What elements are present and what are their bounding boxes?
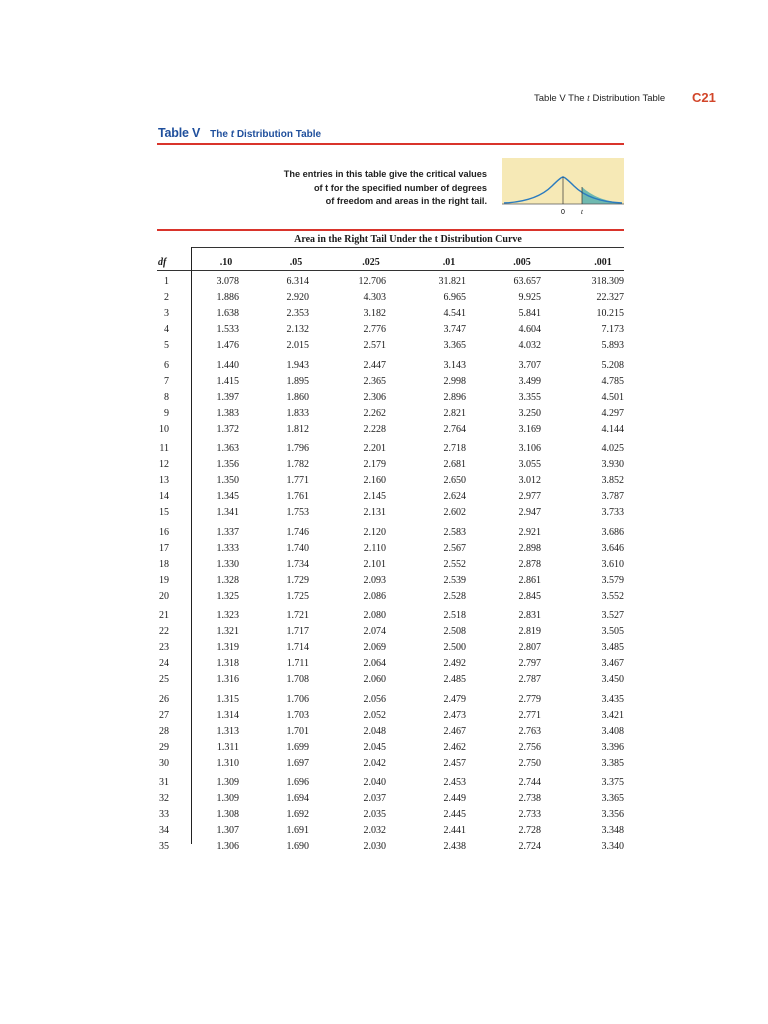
df-cell: 23	[159, 642, 169, 654]
value-cell: 1.701	[286, 725, 309, 737]
value-cell: 1.533	[216, 324, 239, 336]
value-cell: 2.807	[518, 642, 541, 654]
value-cell: 2.733	[518, 809, 541, 821]
value-cell: 3.485	[601, 642, 624, 654]
value-cell: 2.037	[363, 793, 386, 805]
value-cell: 2.650	[443, 475, 466, 487]
value-cell: 3.078	[216, 276, 239, 287]
value-cell: 1.310	[216, 757, 239, 769]
page-number: C21	[692, 90, 716, 105]
value-cell: 2.201	[363, 443, 386, 454]
value-cell: 2.750	[518, 757, 541, 769]
value-cell: 1.886	[216, 292, 239, 304]
value-cell: 3.012	[518, 475, 541, 487]
value-cell: 3.396	[601, 741, 624, 753]
table-label: Table V	[158, 126, 201, 140]
value-cell: 1.692	[286, 809, 309, 821]
df-cell: 35	[159, 841, 169, 853]
value-cell: 2.101	[363, 558, 386, 570]
value-cell: 2.485	[443, 674, 466, 686]
value-cell: 3.348	[601, 825, 624, 837]
value-cell: 1.706	[286, 693, 309, 705]
df-cell: 2	[164, 292, 169, 304]
value-cell: 1.711	[286, 658, 309, 670]
value-cell: 3.408	[601, 725, 624, 737]
value-cell: 2.160	[363, 475, 386, 487]
value-cell: 2.764	[443, 423, 466, 435]
value-cell: 6.965	[443, 292, 466, 304]
df-cell: 9	[164, 407, 169, 419]
value-cell: 2.040	[363, 777, 386, 788]
value-cell: 3.707	[518, 359, 541, 371]
value-cell: 1.746	[286, 526, 309, 538]
value-cell: 1.307	[216, 825, 239, 837]
value-cell: 1.314	[216, 709, 239, 721]
value-cell: 2.492	[443, 658, 466, 670]
value-cell: 2.896	[443, 391, 466, 403]
value-cell: 1.337	[216, 526, 239, 538]
value-cell: 3.055	[518, 459, 541, 471]
value-cell: 1.761	[286, 491, 309, 503]
value-cell: 3.505	[601, 626, 624, 638]
value-cell: 2.032	[363, 825, 386, 837]
value-cell: 2.132	[286, 324, 309, 336]
df-cell: 11	[159, 443, 169, 454]
value-cell: 2.567	[443, 542, 466, 554]
value-cell: 2.776	[363, 324, 386, 336]
df-cell: 28	[159, 725, 169, 737]
zero-label: 0	[561, 209, 565, 216]
value-cell: 2.457	[443, 757, 466, 769]
value-cell: 1.721	[286, 610, 309, 621]
value-cell: 2.479	[443, 693, 466, 705]
df-cell: 29	[159, 741, 169, 753]
value-cell: 2.861	[518, 574, 541, 586]
value-cell: 3.340	[601, 841, 624, 853]
value-cell: 2.552	[443, 558, 466, 570]
value-cell: 9.925	[518, 292, 541, 304]
value-cell: 2.093	[363, 574, 386, 586]
value-cell: 3.421	[601, 709, 624, 721]
value-cell: 3.527	[601, 610, 624, 621]
value-cell: 4.604	[518, 324, 541, 336]
value-cell: 3.450	[601, 674, 624, 686]
df-cell: 17	[159, 542, 169, 554]
value-cell: 2.724	[518, 841, 541, 853]
value-cell: 1.699	[286, 741, 309, 753]
value-cell: 2.779	[518, 693, 541, 705]
value-cell: 1.318	[216, 658, 239, 670]
value-cell: 1.696	[286, 777, 309, 788]
value-cell: 3.499	[518, 375, 541, 387]
value-cell: 5.208	[601, 359, 624, 371]
value-cell: 2.718	[443, 443, 466, 454]
value-cell: 1.943	[286, 359, 309, 371]
df-cell: 26	[159, 693, 169, 705]
area-header: .001	[594, 257, 612, 268]
value-cell: 3.852	[601, 475, 624, 487]
value-cell: 2.977	[518, 491, 541, 503]
value-cell: 3.733	[601, 507, 624, 519]
value-cell: 1.717	[286, 626, 309, 638]
value-cell: 1.308	[216, 809, 239, 821]
intro-line: of freedom and areas in the right tail.	[325, 196, 487, 207]
value-cell: 2.947	[518, 507, 541, 519]
table-name	[210, 129, 321, 140]
value-cell: 2.035	[363, 809, 386, 821]
df-cell: 10	[159, 423, 169, 435]
value-cell: 2.763	[518, 725, 541, 737]
value-cell: 5.893	[601, 340, 624, 352]
value-cell: 1.833	[286, 407, 309, 419]
value-cell: 2.030	[363, 841, 386, 853]
title-rule	[157, 143, 624, 145]
running-head	[534, 93, 665, 104]
value-cell: 1.476	[216, 340, 239, 352]
value-cell: 3.747	[443, 324, 466, 336]
value-cell: 2.539	[443, 574, 466, 586]
value-cell: 1.316	[216, 674, 239, 686]
value-cell: 2.353	[286, 308, 309, 320]
value-cell: 10.215	[596, 308, 624, 320]
value-cell: 2.921	[518, 526, 541, 538]
value-cell: 2.728	[518, 825, 541, 837]
df-cell: 19	[159, 574, 169, 586]
value-cell: 1.860	[286, 391, 309, 403]
value-cell: 2.602	[443, 507, 466, 519]
value-cell: 1.740	[286, 542, 309, 554]
value-cell: 3.686	[601, 526, 624, 538]
intro-line: of t for the specified number of degrees	[313, 182, 487, 193]
value-cell: 5.841	[518, 308, 541, 320]
value-cell: 3.467	[601, 658, 624, 670]
df-cell: 14	[159, 491, 169, 503]
value-cell: 7.173	[601, 324, 624, 336]
value-cell: 2.998	[443, 375, 466, 387]
t-label: t	[581, 208, 583, 216]
value-cell: 1.725	[286, 590, 309, 602]
value-cell: 2.365	[363, 375, 386, 387]
value-cell: 4.025	[601, 443, 624, 454]
value-cell: 2.500	[443, 642, 466, 654]
value-cell: 2.571	[363, 340, 386, 352]
value-cell: 2.453	[443, 777, 466, 788]
value-cell: 2.060	[363, 674, 386, 686]
intro-line: The entries in this table give the critical values	[283, 169, 487, 179]
value-cell: 31.821	[438, 276, 466, 287]
df-cell: 5	[164, 340, 169, 352]
value-cell: 1.703	[286, 709, 309, 721]
value-cell: 2.064	[363, 658, 386, 670]
value-cell: 1.328	[216, 574, 239, 586]
value-cell: 1.356	[216, 459, 239, 471]
value-cell: 2.052	[363, 709, 386, 721]
value-cell: 3.385	[601, 757, 624, 769]
value-cell: 3.579	[601, 574, 624, 586]
value-cell: 3.375	[601, 777, 624, 788]
value-cell: 2.056	[363, 693, 386, 705]
area-header: .10	[219, 257, 233, 268]
value-cell: 1.895	[286, 375, 309, 387]
value-cell: 4.541	[443, 308, 466, 320]
value-cell: 2.262	[363, 407, 386, 419]
df-cell: 4	[164, 324, 169, 336]
value-cell: 1.341	[216, 507, 239, 519]
value-cell: 1.321	[216, 626, 239, 638]
value-cell: 1.313	[216, 725, 239, 737]
value-cell: 2.447	[363, 359, 386, 371]
value-cell: 1.734	[286, 558, 309, 570]
value-cell: 2.048	[363, 725, 386, 737]
area-header: .05	[289, 257, 303, 268]
running-head-text-after: Distribution Table	[589, 93, 666, 104]
value-cell: 3.930	[601, 459, 624, 471]
value-cell: 2.467	[443, 725, 466, 737]
value-cell: 2.074	[363, 626, 386, 638]
value-cell: 2.898	[518, 542, 541, 554]
value-cell: 2.787	[518, 674, 541, 686]
value-cell: 2.508	[443, 626, 466, 638]
value-cell: 1.372	[216, 423, 239, 435]
value-cell: 1.319	[216, 642, 239, 654]
value-cell: 1.309	[216, 777, 239, 788]
value-cell: 2.228	[363, 423, 386, 435]
df-cell: 30	[159, 757, 169, 769]
df-cell: 25	[159, 674, 169, 686]
value-cell: 1.753	[286, 507, 309, 519]
value-cell: 1.690	[286, 841, 309, 853]
running-head-italic: t	[587, 94, 590, 104]
value-cell: 2.015	[286, 340, 309, 352]
value-cell: 3.356	[601, 809, 624, 821]
value-cell: 22.327	[596, 292, 624, 304]
value-cell: 2.131	[363, 507, 386, 519]
value-cell: 318.309	[591, 276, 624, 287]
value-cell: 1.333	[216, 542, 239, 554]
value-cell: 2.756	[518, 741, 541, 753]
df-cell: 13	[159, 475, 169, 487]
value-cell: 1.694	[286, 793, 309, 805]
value-cell: 2.831	[518, 610, 541, 621]
table-name-before: The	[210, 129, 231, 140]
value-cell: 2.821	[443, 407, 466, 419]
df-cell: 20	[159, 590, 169, 602]
table-top-rule	[157, 229, 624, 231]
value-cell: 2.080	[363, 610, 386, 621]
value-cell: 2.845	[518, 590, 541, 602]
value-cell: 1.782	[286, 459, 309, 471]
value-cell: 1.309	[216, 793, 239, 805]
value-cell: 4.303	[363, 292, 386, 304]
value-cell: 1.440	[216, 359, 239, 371]
value-cell: 2.518	[443, 610, 466, 621]
df-cell: 33	[159, 809, 169, 821]
value-cell: 2.744	[518, 777, 541, 788]
df-cell: 16	[159, 526, 169, 538]
value-cell: 3.646	[601, 542, 624, 554]
value-cell: 2.771	[518, 709, 541, 721]
value-cell: 2.042	[363, 757, 386, 769]
area-header: .01	[442, 257, 456, 268]
value-cell: 3.787	[601, 491, 624, 503]
value-cell: 2.441	[443, 825, 466, 837]
value-cell: 4.785	[601, 375, 624, 387]
df-cell: 21	[159, 610, 169, 621]
value-cell: 3.435	[601, 693, 624, 705]
value-cell: 2.920	[286, 292, 309, 304]
value-cell: 1.796	[286, 443, 309, 454]
value-cell: 2.449	[443, 793, 466, 805]
value-cell: 2.681	[443, 459, 466, 471]
value-cell: 12.706	[358, 276, 386, 287]
value-cell: 2.438	[443, 841, 466, 853]
value-cell: 63.657	[513, 276, 541, 287]
value-cell: 2.110	[363, 542, 386, 554]
value-cell: 2.069	[363, 642, 386, 654]
value-cell: 1.638	[216, 308, 239, 320]
value-cell: 2.797	[518, 658, 541, 670]
value-cell: 1.415	[216, 375, 239, 387]
value-cell: 3.106	[518, 443, 541, 454]
df-cell: 34	[159, 825, 169, 837]
value-cell: 2.179	[363, 459, 386, 471]
value-cell: 3.365	[443, 340, 466, 352]
value-cell: 1.714	[286, 642, 309, 654]
value-cell: 3.355	[518, 391, 541, 403]
intro-text	[252, 168, 487, 209]
value-cell: 2.445	[443, 809, 466, 821]
value-cell: 1.697	[286, 757, 309, 769]
value-cell: 2.473	[443, 709, 466, 721]
value-cell: 1.311	[216, 741, 239, 753]
value-cell: 1.330	[216, 558, 239, 570]
value-cell: 1.323	[216, 610, 239, 621]
value-cell: 3.610	[601, 558, 624, 570]
value-cell: 1.383	[216, 407, 239, 419]
value-cell: 2.120	[363, 526, 386, 538]
value-cell: 1.397	[216, 391, 239, 403]
header-underline	[157, 270, 624, 271]
value-cell: 1.812	[286, 423, 309, 435]
table-title	[158, 124, 321, 142]
area-header: .025	[362, 257, 380, 268]
value-cell: 2.819	[518, 626, 541, 638]
value-cell: 2.045	[363, 741, 386, 753]
value-cell: 4.032	[518, 340, 541, 352]
df-cell: 22	[159, 626, 169, 638]
df-cell: 1	[164, 276, 169, 287]
value-cell: 1.363	[216, 443, 239, 454]
df-header: df	[158, 257, 167, 268]
value-cell: 1.691	[286, 825, 309, 837]
value-cell: 1.350	[216, 475, 239, 487]
df-cell: 3	[164, 308, 169, 320]
area-header: .005	[513, 257, 531, 268]
value-cell: 3.365	[601, 793, 624, 805]
value-cell: 2.738	[518, 793, 541, 805]
df-cell: 15	[159, 507, 169, 519]
value-cell: 3.552	[601, 590, 624, 602]
df-cell: 7	[164, 375, 169, 387]
value-cell: 2.306	[363, 391, 386, 403]
value-cell: 4.144	[601, 423, 624, 435]
column-span-header: Area in the Right Tail Under the t Distribution Curve	[294, 234, 522, 245]
df-cell: 32	[159, 793, 169, 805]
value-cell: 2.624	[443, 491, 466, 503]
value-cell: 3.182	[363, 308, 386, 320]
df-cell: 12	[159, 459, 169, 471]
value-cell: 6.314	[286, 276, 309, 287]
table-name-italic: t	[230, 129, 235, 140]
value-cell: 1.729	[286, 574, 309, 586]
value-cell: 3.143	[443, 359, 466, 371]
value-cell: 2.878	[518, 558, 541, 570]
value-cell: 2.086	[363, 590, 386, 602]
value-cell: 4.501	[601, 391, 624, 403]
value-cell: 1.345	[216, 491, 239, 503]
df-cell: 8	[164, 391, 169, 403]
df-cell: 6	[164, 359, 169, 371]
df-cell: 18	[159, 558, 169, 570]
value-cell: 4.297	[601, 407, 624, 419]
value-cell: 1.315	[216, 693, 239, 705]
value-cell: 2.583	[443, 526, 466, 538]
df-cell: 31	[159, 777, 169, 788]
value-cell: 3.169	[518, 423, 541, 435]
value-cell: 1.771	[286, 475, 309, 487]
table-name-after: Distribution Table	[234, 129, 322, 140]
running-head-text: Table V The	[534, 93, 588, 104]
value-cell: 1.306	[216, 841, 239, 853]
value-cell: 2.145	[363, 491, 386, 503]
value-cell: 2.462	[443, 741, 466, 753]
value-cell: 3.250	[518, 407, 541, 419]
df-cell: 24	[159, 658, 169, 670]
value-cell: 1.325	[216, 590, 239, 602]
value-cell: 1.708	[286, 674, 309, 686]
t-distribution-figure	[502, 158, 624, 216]
span-underline	[192, 247, 624, 248]
df-cell: 27	[159, 709, 169, 721]
value-cell: 2.528	[443, 590, 466, 602]
